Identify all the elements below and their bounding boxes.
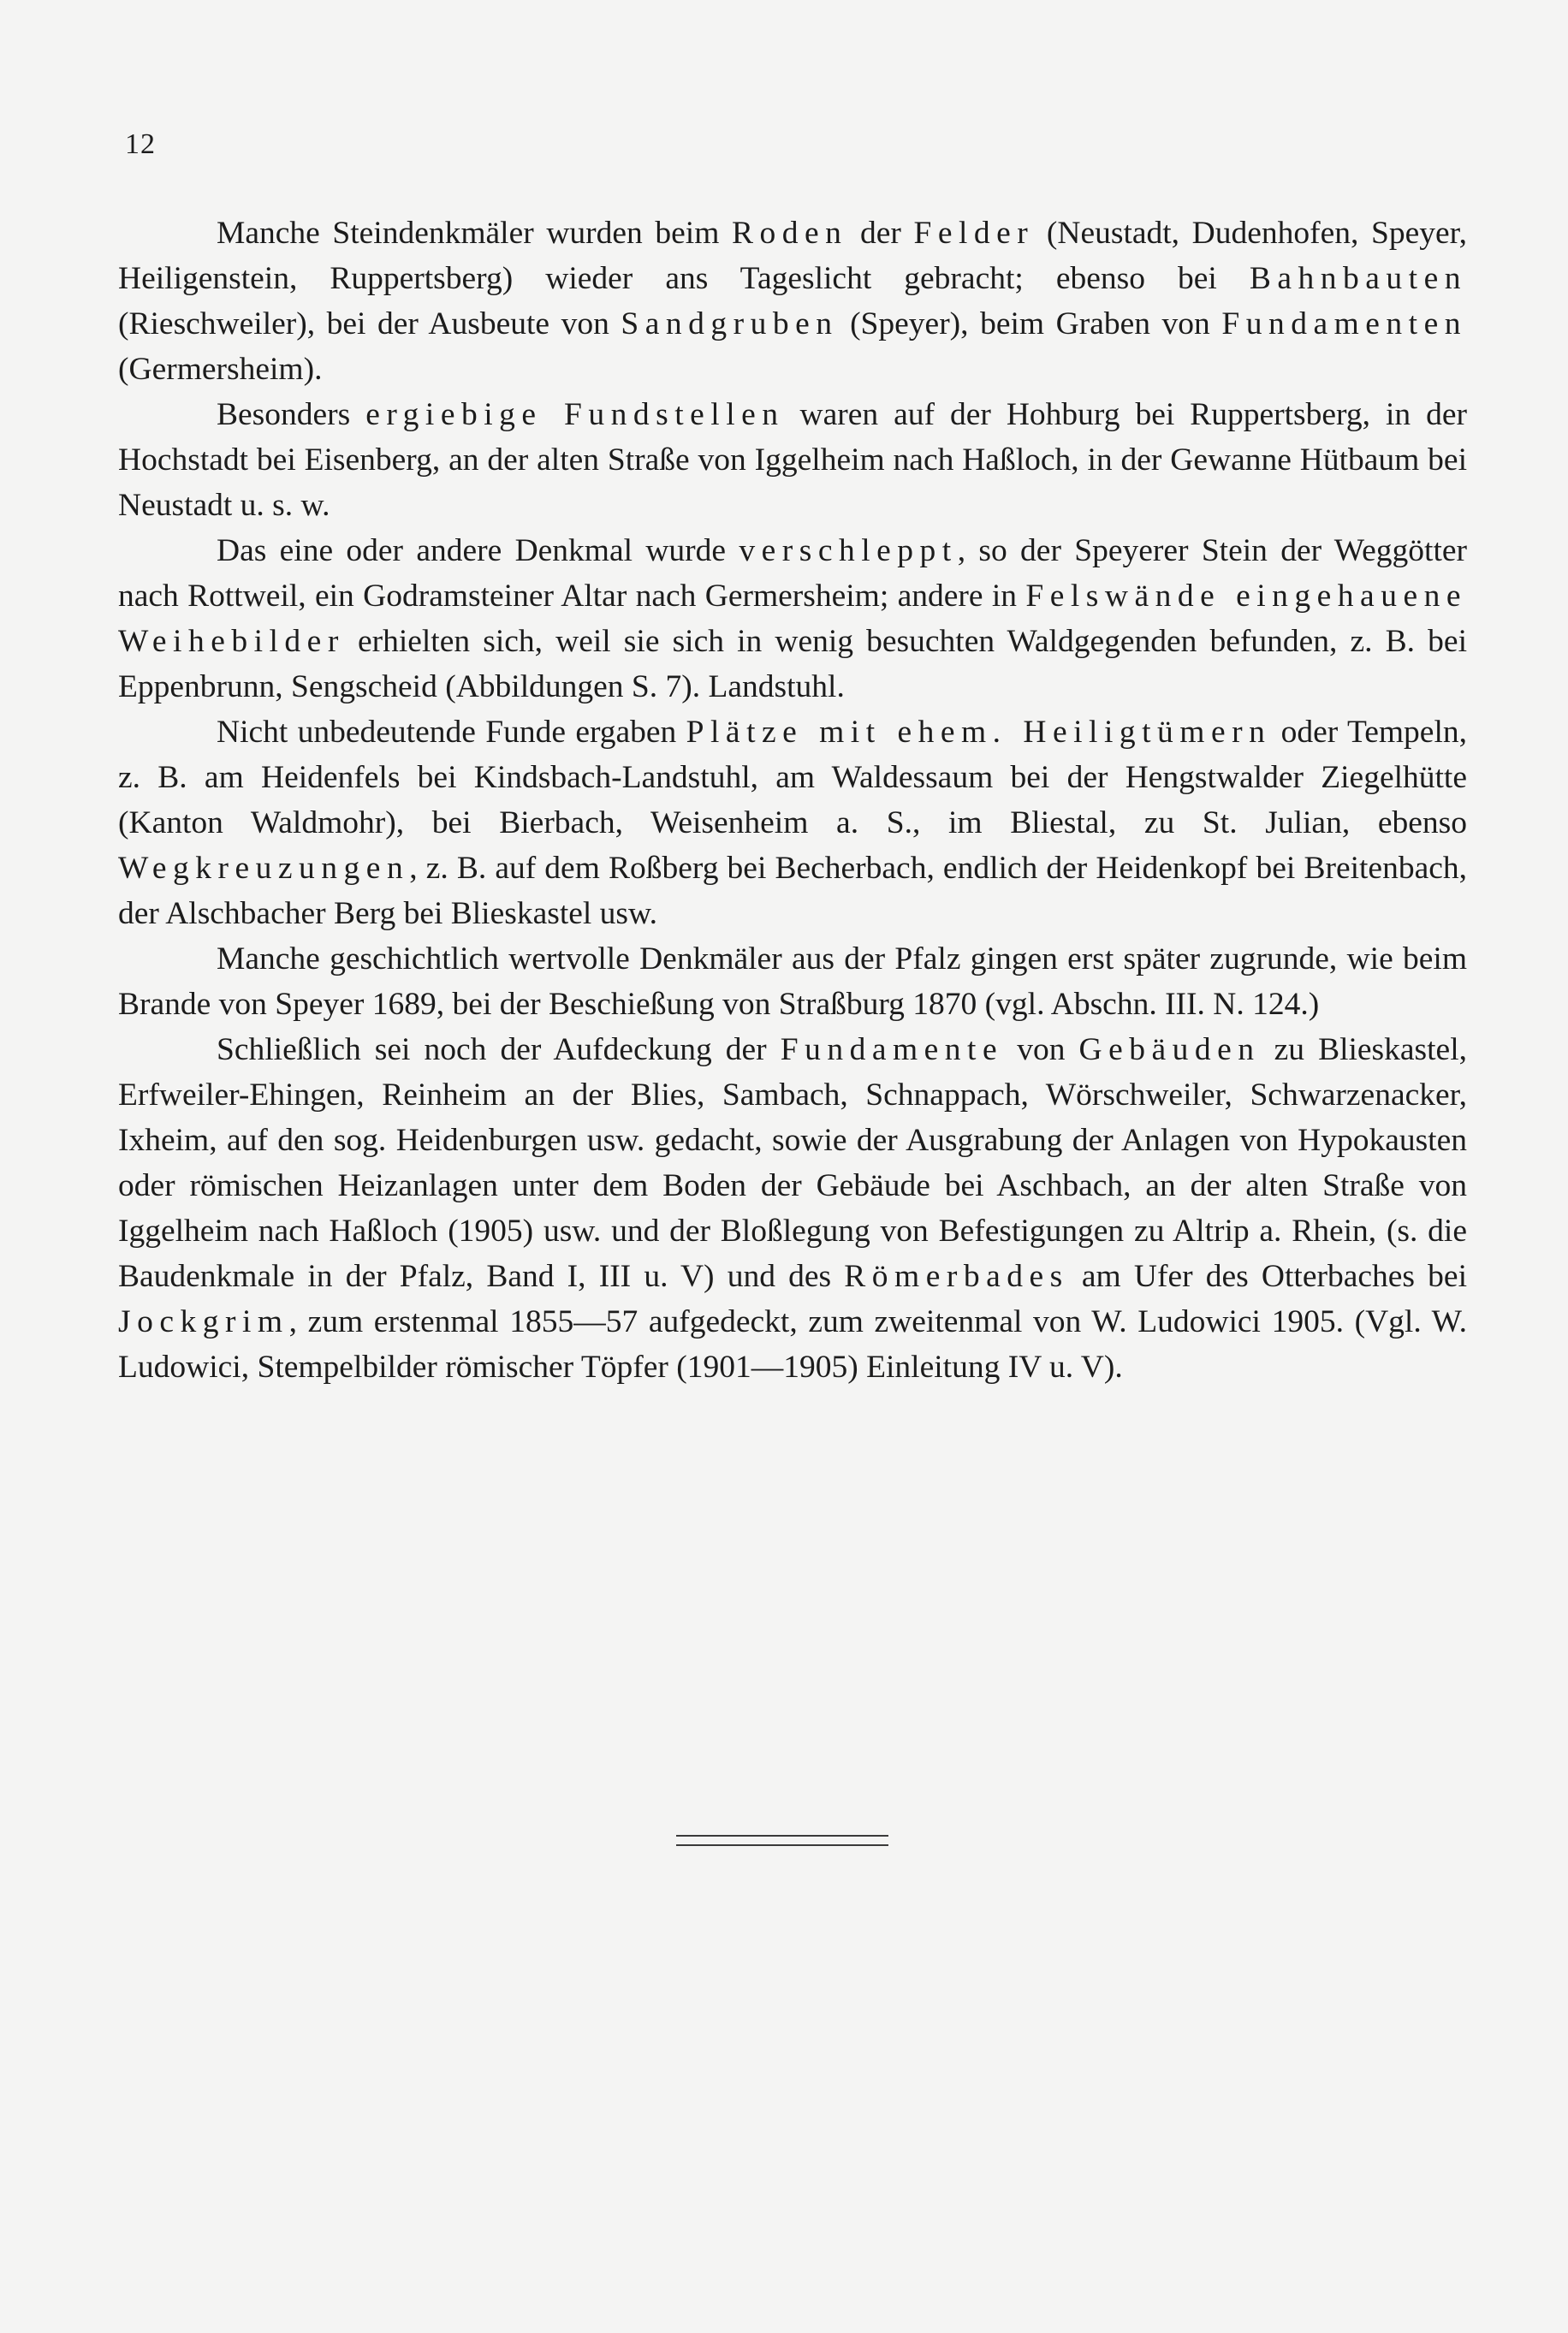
page-number: 12 xyxy=(125,128,156,160)
text-segment: Manche Steindenkmäler wurden beim xyxy=(217,216,732,251)
paragraph xyxy=(118,528,1467,709)
paragraph xyxy=(118,709,1467,936)
text-segment: erhielten sich, weil sie sich in wenig besuchten Waldgegenden befunden, z. B. bei Eppenbrunn, Sengscheid (Abbildungen S. 7). Landstuhl. xyxy=(118,624,1467,704)
text-segment: waren auf der Hohburg bei Ruppertsberg, in der Hochstadt bei Eisenberg, an der alten Straße von Iggelheim nach Haßloch, in der Gewanne Hütbaum bei Neustadt u. s. w. xyxy=(118,397,1467,523)
text-segment: oder Tempeln, z. B. am Heidenfels bei Kindsbach-Landstuhl, am Waldessaum bei der Hengstwalder Ziegelhütte (Kanton Waldmohr), bei Bierbach, Weisenheim a. S., im Bliestal, zu St. Julian, ebenso xyxy=(118,715,1467,840)
spaced-term: Felswände eingehauene Weihebilder xyxy=(118,579,1467,659)
spaced-term: Fundamente xyxy=(780,1032,1004,1067)
spaced-term: Jockgrim xyxy=(118,1304,289,1339)
text-segment: Manche geschichtlich wertvolle Denkmäler aus der Pfalz gingen erst später zugrunde, wie beim Brande von Speyer 1689, bei der Beschießung von Straßburg 1870 (vgl. Abschn. III. N. 124.) xyxy=(118,941,1467,1022)
text-segment: (Speyer), beim Graben von xyxy=(838,306,1222,341)
text-segment: (Rieschweiler), bei der Ausbeute von xyxy=(118,306,621,341)
text-segment: von xyxy=(1003,1032,1079,1067)
spaced-term: Römerbades xyxy=(844,1259,1069,1294)
text-segment: Schließlich sei noch der Aufdeckung der xyxy=(217,1032,781,1067)
spaced-term: Felder xyxy=(913,216,1035,251)
paragraph xyxy=(118,211,1467,392)
spaced-term: Fundamenten xyxy=(1221,306,1467,341)
text-segment: zu Blieskastel, Erfweiler-Ehingen, Reinheim an der Blies, Sambach, Schnappach, Wörschweiler, Schwarzenacker, Ixheim, auf den sog. Heidenburgen usw. gedacht, sowie der Ausgrabung der Anlagen von Hypokausten oder römischen Heizanlagen unter dem Boden der Gebäude bei Aschbach, an der alten Straße von Iggelheim nach Haßloch (1905) usw. und der Bloßlegung von Befestigungen zu Altrip a. Rhein, (s. die Baudenkmale in der Pfalz, Band I, III u. V) und des xyxy=(118,1032,1467,1294)
spaced-term: ergiebige Fundstellen xyxy=(365,397,785,432)
body-text xyxy=(118,211,1467,1390)
paragraph xyxy=(118,392,1467,528)
text-segment: Besonders xyxy=(217,397,366,432)
spaced-term: Sandgruben xyxy=(621,306,839,341)
spaced-term: Roden xyxy=(731,216,848,251)
spaced-term: Wegkreuzungen xyxy=(118,851,410,886)
text-segment: (Germersheim). xyxy=(118,352,323,387)
text-segment: Das eine oder andere Denkmal wurde xyxy=(217,533,739,568)
text-segment: , z. B. auf dem Roßberg bei Becherbach, endlich der Heidenkopf bei Breitenbach, der Alschbacher Berg bei Blieskastel usw. xyxy=(118,851,1467,931)
text-segment: der xyxy=(847,216,914,251)
spaced-term: Gebäuden xyxy=(1078,1032,1261,1067)
paragraph xyxy=(118,1027,1467,1390)
text-segment: am Ufer des Otterbaches bei xyxy=(1068,1259,1467,1294)
spaced-term: verschleppt xyxy=(739,533,958,568)
text-segment: (Neustadt, Dudenhofen, Speyer, Heiligenstein, Ruppertsberg) wieder ans Tageslicht gebracht; ebenso bei xyxy=(118,216,1467,296)
text-segment: , zum erstenmal 1855—57 aufgedeckt, zum zweitenmal von W. Ludowici 1905. (Vgl. W. Ludowici, Stempelbilder römischer Töpfer (1901—1905) Einleitung IV u. V). xyxy=(118,1304,1467,1385)
double-rule-separator xyxy=(676,1835,888,1846)
spaced-term: Bahnbauten xyxy=(1249,261,1467,296)
text-segment: , so der Speyerer Stein der Weggötter nach Rottweil, ein Godramsteiner Altar nach Germersheim; andere in xyxy=(118,533,1467,614)
text-segment: Nicht unbedeutende Funde ergaben xyxy=(217,715,686,750)
spaced-term: Plätze mit ehem. Heiligtümern xyxy=(686,715,1272,750)
paragraph xyxy=(118,936,1467,1027)
